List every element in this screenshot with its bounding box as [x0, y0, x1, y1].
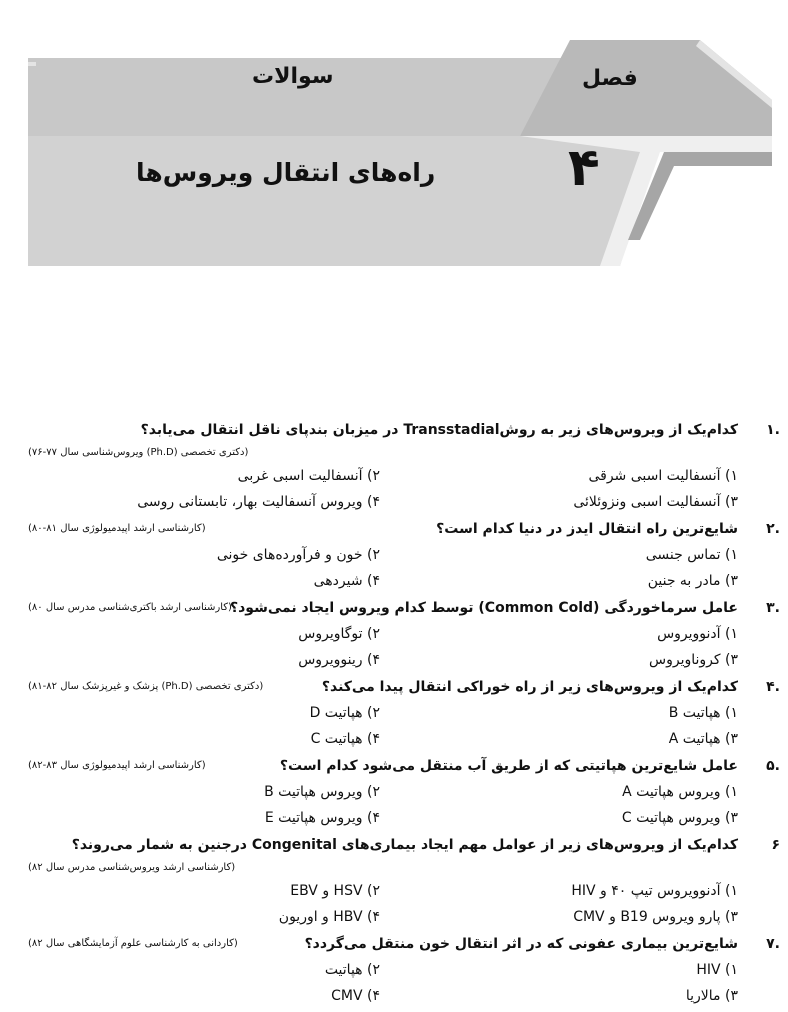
option-2[interactable]: ۲) ویروس هپاتیت B [264, 784, 380, 800]
question-source: (کاردانی به کارشناسی علوم آزمایشگاهی سال ۸۲) [28, 938, 238, 949]
option-row [28, 906, 780, 932]
option-2[interactable]: ۲) هپاتیت [324, 962, 380, 978]
option-row [28, 985, 780, 1011]
option-row [28, 570, 780, 596]
question-text: کدام‌یک از ویروس‌های زیر به روش‌Transstadial در میزبان بندپای ناقل انتقال می‌یابد؟ [140, 422, 738, 438]
option-2[interactable]: ۲) توگاویروس [298, 626, 380, 642]
question-2 [28, 517, 780, 596]
question-text: عامل شایع‌ترین هپاتیتی که از طریق آب منتقل می‌شود کدام است؟ [279, 758, 738, 774]
option-3[interactable]: ۳) هپاتیت A [668, 731, 738, 747]
question-line [28, 675, 780, 702]
banner-graphic [0, 0, 788, 280]
option-1[interactable]: ۱) هپاتیت B [668, 705, 738, 721]
question-text: شایع‌ترین بیماری عفونی که در اثر انتقال خون منتقل می‌گردد؟ [304, 936, 738, 952]
banner-mark [28, 62, 36, 66]
source-line [28, 445, 780, 465]
question-text: شایع‌ترین راه انتقال ایدز در دنیا کدام است؟ [436, 521, 738, 537]
question-line [28, 754, 780, 781]
option-3[interactable]: ۳) مادر به جنین [647, 573, 738, 589]
option-row [28, 465, 780, 491]
question-5 [28, 754, 780, 833]
question-number: .۵ [766, 758, 780, 774]
question-number: ۶ [771, 837, 780, 853]
question-list [28, 418, 780, 1011]
option-row [28, 544, 780, 570]
option-row [28, 623, 780, 649]
option-3[interactable]: ۳) آنسفالیت اسبی ونزوئلائی [573, 494, 738, 510]
question-7 [28, 932, 780, 1011]
question-number: .۷ [766, 936, 780, 952]
question-source: (دکتری تخصصی (Ph.D) ویروس‌شناسی سال ۷۷-۷۶) [28, 447, 249, 458]
option-1[interactable]: ۱) ویروس هپاتیت A [622, 784, 738, 800]
option-row [28, 728, 780, 754]
question-line [28, 596, 780, 623]
option-row [28, 702, 780, 728]
option-1[interactable]: ۱) آدنوویروس [657, 626, 738, 642]
question-number: .۲ [766, 521, 780, 537]
option-row [28, 649, 780, 675]
question-number: .۴ [766, 679, 780, 695]
option-row [28, 781, 780, 807]
option-1[interactable]: ۱) آدنوویروس تیپ ۴۰ و HIV [571, 883, 738, 899]
question-number: .۱ [766, 422, 780, 438]
question-source: (دکتری تخصصی (Ph.D) پزشک و غیرپزشک سال ۸۲-۸۱) [28, 681, 264, 692]
question-line [28, 833, 780, 860]
question-4 [28, 675, 780, 754]
option-row [28, 880, 780, 906]
option-4[interactable]: ۴) شیردهی [313, 573, 380, 589]
option-4[interactable]: ۴) ویروس آنسفالیت بهار، تابستانی روسی [137, 494, 380, 510]
chapter-number: ۴ [568, 138, 600, 198]
banner-tab [520, 40, 772, 136]
option-4[interactable]: ۴) ویروس هپاتیت E [264, 810, 380, 826]
option-4[interactable]: ۴) HBV و اوریون [278, 909, 380, 925]
question-text: کدام‌یک از ویروس‌های زیر از راه خوراکی انتقال پیدا می‌کند؟ [321, 679, 738, 695]
option-3[interactable]: ۳) پارو ویروس B19 و CMV [573, 909, 738, 925]
question-1 [28, 418, 780, 517]
chapter-banner [0, 0, 788, 280]
option-1[interactable]: ۱) تماس جنسی [645, 547, 738, 563]
question-source: (کارشناسی ارشد باکتری‌شناسی مدرس سال ۸۰) [28, 602, 232, 613]
question-source: (کارشناسی ارشد اپیدمیولوژی سال ۸۳-۸۲) [28, 760, 206, 771]
question-3 [28, 596, 780, 675]
option-row [28, 959, 780, 985]
question-6 [28, 833, 780, 932]
question-source: (کارشناسی ارشد ویروس‌شناسی مدرس سال ۸۲) [28, 862, 236, 873]
question-number: .۳ [766, 600, 780, 616]
source-line [28, 860, 780, 880]
banner-panel [28, 136, 660, 266]
option-1[interactable]: ۱) HIV [696, 962, 738, 978]
question-line [28, 932, 780, 959]
chapter-label: فصل [582, 66, 638, 91]
option-2[interactable]: ۲) هپاتیت D [309, 705, 380, 721]
section-label: سوالات [252, 64, 334, 89]
option-3[interactable]: ۳) کروناویروس [649, 652, 738, 668]
option-4[interactable]: ۴) رینوویروس [298, 652, 380, 668]
option-2[interactable]: ۲) HSV و EBV [290, 883, 380, 899]
question-text: کدام‌یک از ویروس‌های زیر از عوامل مهم ایجاد بیماری‌های Congenital درجنین به شمار می‌روند؟ [71, 837, 738, 853]
option-3[interactable]: ۳) ویروس هپاتیت C [621, 810, 738, 826]
question-line [28, 418, 780, 445]
question-line [28, 517, 780, 544]
question-text: عامل سرماخوردگی (Common Cold) توسط کدام ویروس ایجاد نمی‌شود؟ [230, 600, 738, 616]
chapter-title: راه‌های انتقال ویروس‌ها [136, 158, 436, 187]
option-row [28, 491, 780, 517]
option-4[interactable]: ۴) CMV [331, 988, 380, 1004]
option-3[interactable]: ۳) مالاریا [685, 988, 738, 1004]
option-1[interactable]: ۱) آنسفالیت اسبی شرقی [588, 468, 738, 484]
question-source: (کارشناسی ارشد اپیدمیولوژی سال ۸۱-۸۰) [28, 523, 206, 534]
option-2[interactable]: ۲) آنسفالیت اسبی غربی [237, 468, 380, 484]
option-4[interactable]: ۴) هپاتیت C [310, 731, 380, 747]
option-2[interactable]: ۲) خون و فرآورده‌های خونی [216, 547, 380, 563]
option-row [28, 807, 780, 833]
